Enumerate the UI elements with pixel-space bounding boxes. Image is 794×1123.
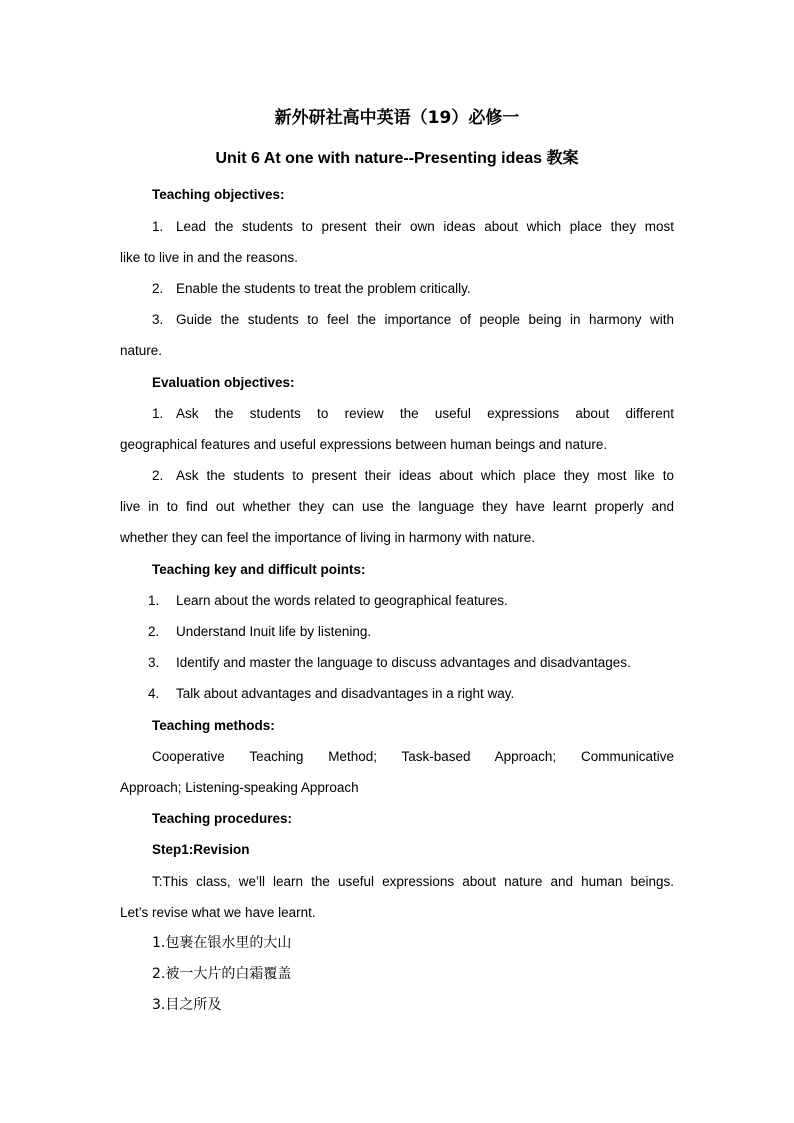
paragraph-line: Let’s revise what we have learnt. [120,904,316,920]
item-text: Learn about the words related to geographical features. [176,592,508,608]
paragraph-line: T:This class, we’ll learn the useful expressions about nature and human beings. [152,873,674,889]
item-number: 3. [148,655,160,671]
list-item [120,398,674,429]
item-continuation: geographical features and useful expressions between human beings and nature. [120,436,608,452]
item-continuation: like to live in and the reasons. [120,249,298,265]
item-number: 1. [152,218,164,234]
item-number: 2. [148,624,160,640]
section-heading: Teaching objectives: [152,187,285,203]
list-item [120,460,674,491]
list-item [120,273,674,304]
revision-item: 2.被一大片的白霜覆盖 [152,966,292,983]
step-heading: Step1:Revision [152,842,250,858]
section-heading: Teaching key and difficult points: [152,561,366,577]
item-number: 3. [152,312,164,328]
item-text: Talk about advantages and disadvantages in a right way. [176,686,515,702]
list-item [120,585,674,616]
item-text: Guide the students to feel the importance of people being in harmony with [176,312,674,328]
revision-item: 3.目之所及 [152,997,222,1014]
revision-item: 1.包裹在银水里的大山 [152,934,292,951]
section-heading: Teaching procedures: [152,811,293,827]
item-number: 1. [152,405,164,421]
document-title: 新外研社高中英语（19）必修一 [274,108,520,128]
list-item [120,647,674,678]
list-item [120,616,674,647]
item-number: 2. [152,468,164,484]
list-item [120,211,674,242]
section-heading: Teaching methods: [152,717,275,733]
item-continuation: live in to find out whether they can use the language they have learnt properly and [120,499,674,515]
item-number: 1. [148,592,160,608]
item-continuation: nature. [120,343,163,359]
document-body [120,179,674,1021]
item-text: Ask the students to present their ideas about which place they most like to [176,468,674,484]
section-heading: Evaluation objectives: [152,374,295,390]
list-item [120,304,674,335]
paragraph-line: Approach; Listening-speaking Approach [120,779,359,795]
item-continuation: whether they can feel the importance of living in harmony with nature. [120,530,535,546]
item-number: 2. [152,280,164,296]
item-text: Lead the students to present their own ideas about which place they most [176,218,674,234]
paragraph-line: Cooperative Teaching Method; Task-based Approach; Communicative [152,748,674,764]
item-text: Enable the students to treat the problem critically. [176,280,471,296]
document-subtitle: Unit 6 At one with nature--Presenting ideas 教案 [215,150,579,167]
item-number: 4. [148,686,160,702]
item-text: Identify and master the language to discuss advantages and disadvantages. [176,655,631,671]
list-item [120,678,674,709]
item-text: Understand Inuit life by listening. [176,624,372,640]
item-text: Ask the students to review the useful expressions about different [176,405,674,421]
